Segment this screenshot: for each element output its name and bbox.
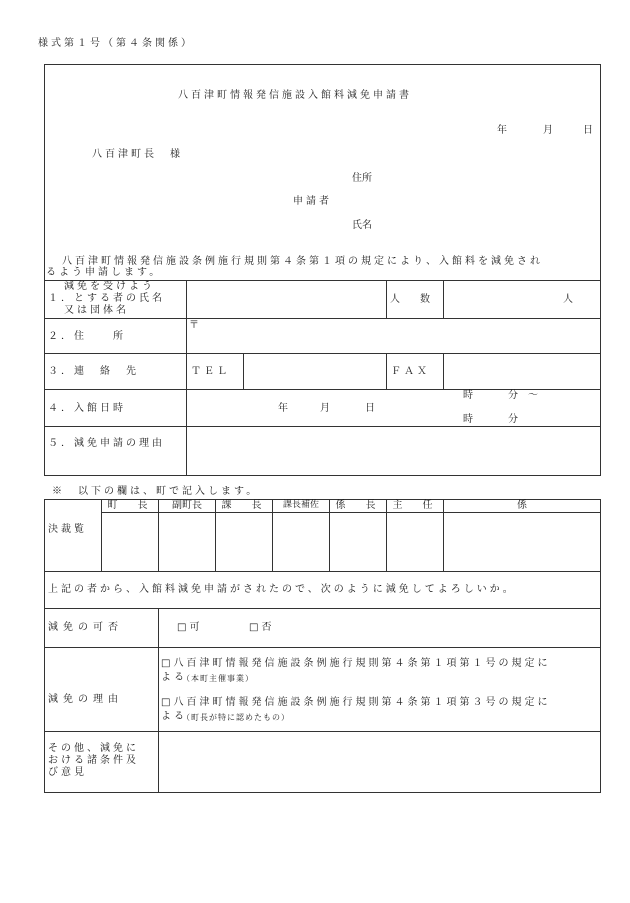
- people-count-field[interactable]: [445, 283, 555, 315]
- statement-line2: るよう申請します。: [46, 267, 163, 278]
- date-day: 日: [583, 125, 593, 136]
- reason-option2-line2: よる: [161, 711, 187, 722]
- people-count-label: 人 数: [390, 294, 435, 305]
- postal-mark: 〒: [189, 320, 199, 331]
- approval-header-section-chief: 課 長: [221, 500, 267, 511]
- statement-line1: 八百津町情報発信施設条例施行規則第４条第１項の規定により、入館料を減免され: [62, 256, 543, 267]
- end-hour: 時: [463, 414, 473, 425]
- addressee: 八百津町長 様: [92, 149, 183, 160]
- tel-field[interactable]: [246, 356, 384, 386]
- column-divider: [386, 280, 387, 318]
- stamp-box-staff[interactable]: [445, 515, 599, 569]
- column-divider: [443, 353, 444, 389]
- column-divider: [243, 353, 244, 389]
- office-note: ※ 以下の欄は、町で記入します。: [52, 486, 260, 497]
- start-minute: 分 ～: [508, 390, 538, 401]
- row1-label-line2: １．とする者の氏名: [48, 293, 165, 304]
- reason-option1-note: （本町主催事業）: [182, 674, 254, 683]
- tel-label: ＴＥＬ: [191, 366, 230, 377]
- row2-label: ２．住 所: [48, 331, 126, 342]
- approval-header-deputy-mayor: 副町長: [172, 500, 202, 511]
- applicant-label: 申請者: [293, 196, 332, 207]
- date-month: 月: [543, 125, 553, 136]
- date-year: 年: [497, 125, 507, 136]
- stamp-box-deputy-mayor[interactable]: [160, 515, 214, 569]
- column-divider: [329, 499, 330, 571]
- reason-option1-line1[interactable]: □八百津町情報発信施設条例施行規則第４条第１項第１号の規定に: [161, 658, 551, 669]
- column-divider: [101, 499, 102, 571]
- other-label-line1: その他、減免に: [48, 743, 139, 754]
- approval-header-staff: 係: [517, 500, 527, 511]
- applicant-name-field[interactable]: [188, 283, 384, 315]
- decision-statement: 上記の者から、入館料減免申請がされたので、次のように減免してよろしいか。: [48, 584, 516, 595]
- row1-label-line3: 又は団体名: [64, 305, 129, 316]
- row3-label: ３．連 絡 先: [48, 366, 139, 377]
- visit-month: 月: [320, 403, 330, 414]
- visit-year: 年: [278, 403, 288, 414]
- visit-day: 日: [365, 403, 375, 414]
- reason-option2-line1[interactable]: □八百津町情報発信施設条例施行規則第４条第１項第３号の規定に: [161, 697, 551, 708]
- stamp-box-section-chief[interactable]: [217, 515, 271, 569]
- fax-field[interactable]: [446, 356, 598, 386]
- reason-option1-line2: よる: [161, 672, 187, 683]
- column-divider: [158, 608, 159, 793]
- approval-label: 決裁覧: [48, 524, 87, 535]
- row4-label: ４．入館日時: [48, 403, 126, 414]
- deny-checkbox[interactable]: □否: [249, 622, 275, 633]
- row-divider: [44, 608, 601, 609]
- other-label-line3: び意見: [48, 767, 87, 778]
- name-label: 氏名: [352, 220, 372, 231]
- row-divider: [44, 353, 601, 354]
- fax-label: ＦＡＸ: [391, 366, 430, 377]
- stamp-box-assistant-chief[interactable]: [274, 515, 328, 569]
- column-divider: [386, 499, 387, 571]
- reason-field[interactable]: [189, 429, 598, 473]
- form-title: 八百津町情報発信施設入館料減免申請書: [178, 90, 412, 101]
- stamp-box-mayor[interactable]: [103, 515, 157, 569]
- row5-label: ５．減免申請の理由: [48, 438, 165, 449]
- approve-checkbox[interactable]: □可: [177, 622, 203, 633]
- reason-label: 減免の理由: [48, 694, 123, 705]
- people-count-unit: 人: [563, 294, 573, 305]
- column-divider: [272, 499, 273, 571]
- column-divider: [386, 353, 387, 389]
- form-number: 様式第１号（第４条関係）: [38, 38, 194, 49]
- row-divider: [44, 571, 601, 572]
- header-divider: [101, 512, 601, 513]
- address-field[interactable]: [200, 321, 598, 351]
- column-divider: [443, 280, 444, 318]
- column-divider: [158, 499, 159, 571]
- stamp-box-supervisor[interactable]: [388, 515, 442, 569]
- row-divider: [44, 647, 601, 648]
- approval-header-subsection-chief: 係 長: [335, 500, 381, 511]
- row1-label-line1: 減免を受けよう: [64, 281, 155, 292]
- column-divider: [186, 280, 187, 476]
- approval-header-mayor: 町 長: [107, 500, 153, 511]
- reason-option2-note: （町長が特に認めたもの）: [182, 713, 290, 722]
- row-divider: [44, 731, 601, 732]
- decision-label: 減免の可否: [48, 622, 123, 633]
- address-label: 住所: [352, 173, 372, 184]
- approval-header-supervisor: 主 任: [392, 500, 438, 511]
- other-opinion-field[interactable]: [161, 734, 598, 790]
- approval-header-assistant-chief: 課長補佐: [282, 500, 319, 510]
- other-label-line2: おける諸条件及: [48, 755, 139, 766]
- start-hour: 時: [463, 390, 473, 401]
- row-divider: [44, 426, 601, 427]
- end-minute: 分: [508, 414, 518, 425]
- column-divider: [215, 499, 216, 571]
- row-divider: [44, 318, 601, 319]
- stamp-box-subsection-chief[interactable]: [331, 515, 385, 569]
- column-divider: [443, 499, 444, 571]
